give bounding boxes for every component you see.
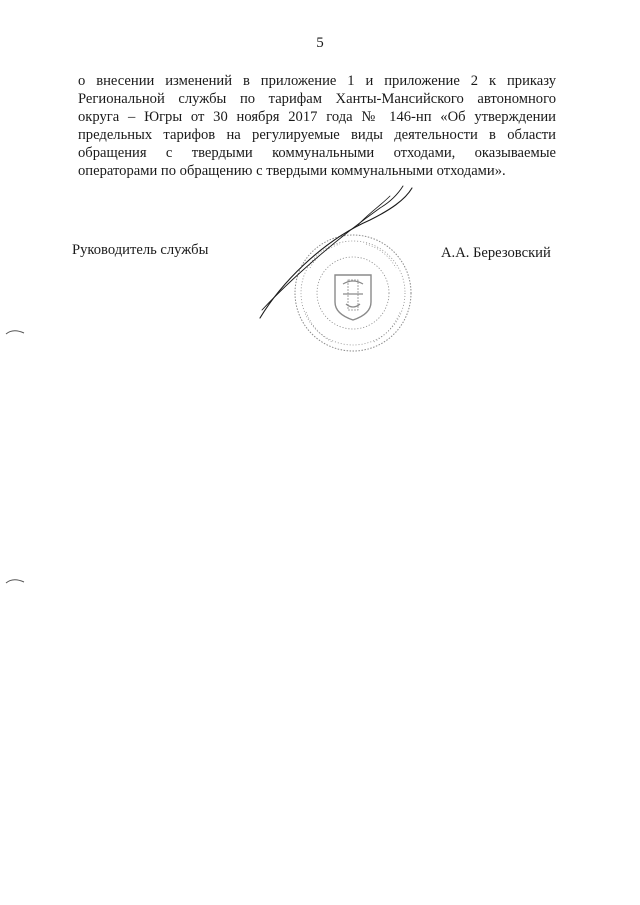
handwritten-signature-icon bbox=[260, 186, 412, 318]
body-line-6: операторами по обращению с твердыми коммунальными отходами». bbox=[78, 163, 506, 179]
page-number: 5 bbox=[316, 35, 324, 51]
signer-name: А.А. Березовский bbox=[441, 245, 551, 261]
body-line-4: предельных тарифов на регулируемые виды деятельности в области bbox=[78, 127, 556, 143]
official-seal-icon bbox=[295, 235, 411, 351]
signature-block bbox=[0, 0, 640, 400]
signer-title: Руководитель службы bbox=[72, 242, 209, 258]
body-line-2: Региональной службы по тарифам Ханты-Мансийского автономного bbox=[78, 91, 556, 107]
scan-mark-upper bbox=[4, 326, 26, 338]
body-line-1: о внесении изменений в приложение 1 и приложение 2 к приказу bbox=[78, 73, 556, 89]
body-line-5: обращения с твердыми коммунальными отходами, оказываемые bbox=[78, 145, 556, 161]
scan-mark-lower bbox=[4, 575, 26, 587]
stamp-and-signature bbox=[240, 180, 440, 370]
body-line-3: округа – Югры от 30 ноября 2017 года № 146-нп «Об утверждении bbox=[78, 109, 556, 125]
